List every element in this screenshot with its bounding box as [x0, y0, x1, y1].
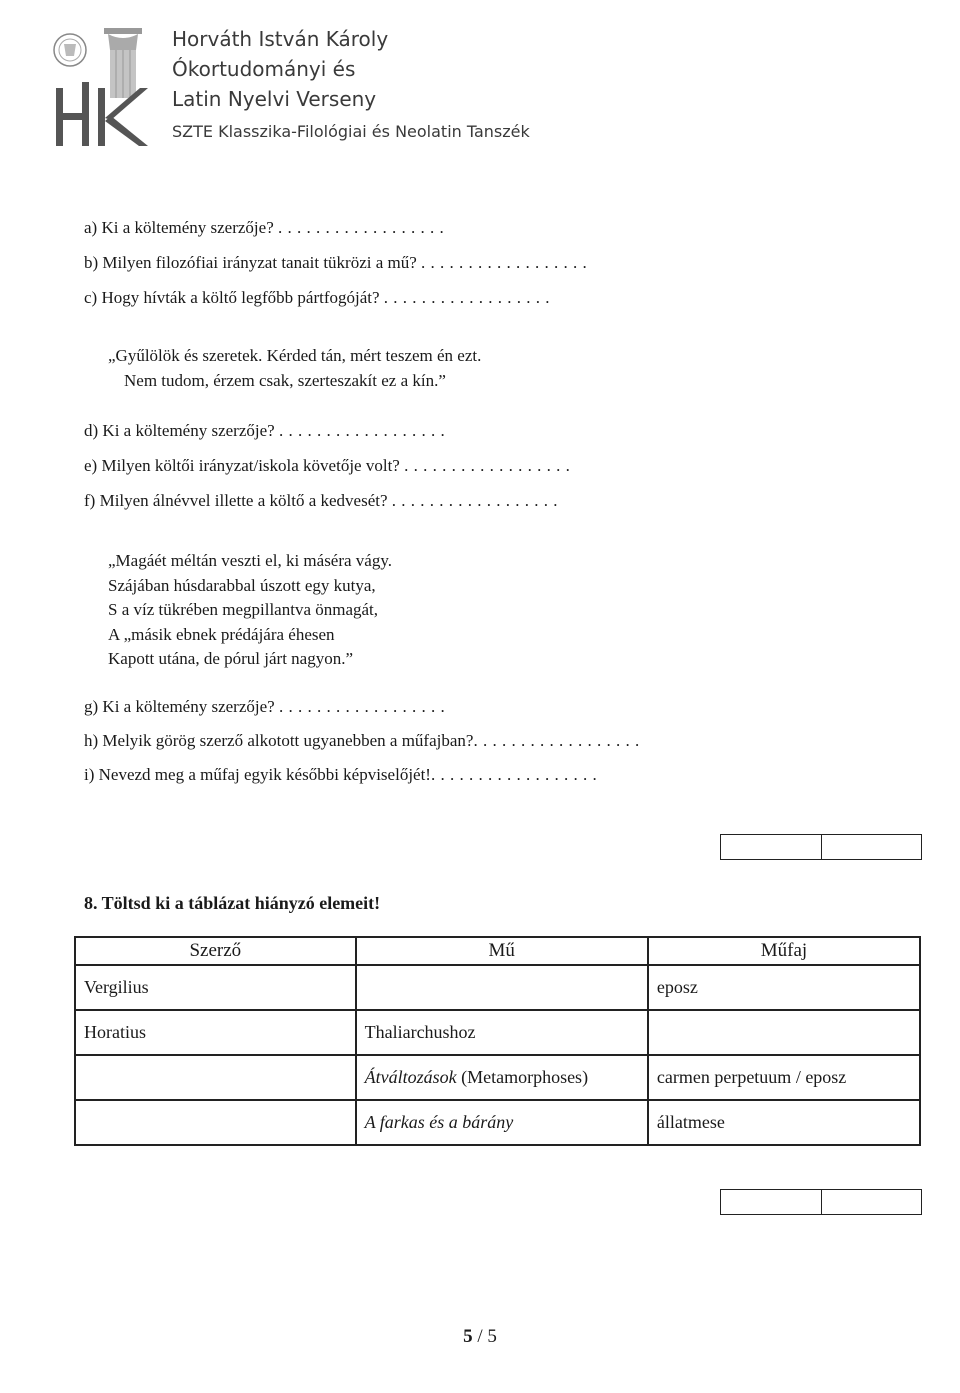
- cell-author: Vergilius: [75, 965, 356, 1010]
- question-h: [84, 731, 640, 751]
- poem-line: „Magáét méltán veszti el, ki máséra vágy.: [108, 551, 393, 570]
- answer-dots: . . . . . . . . . . . . . . . . . .: [278, 218, 445, 237]
- question-f: [84, 491, 558, 511]
- header-work: Mű: [356, 937, 648, 965]
- cell-genre: állatmese: [648, 1100, 920, 1145]
- competition-logo: [48, 20, 158, 148]
- work-title: A farkas és a bárány: [364, 1112, 514, 1132]
- cell-genre: carmen perpetuum / eposz: [648, 1055, 920, 1100]
- table-header-row: [75, 937, 920, 965]
- page-header: [48, 20, 648, 150]
- question-e: [84, 456, 570, 476]
- cell-work: [356, 1100, 648, 1145]
- question-c-text: c) Hogy hívták a költő legfőbb pártfogóját?: [84, 288, 380, 307]
- question-b-text: b) Milyen filozófiai irányzat tanait tükrözi a mű?: [84, 253, 417, 272]
- poem-line: Szájában húsdarabbal úszott egy kutya,: [108, 575, 376, 595]
- table-row: [75, 1055, 920, 1100]
- brand-line-1: Horváth István Károly: [172, 27, 389, 51]
- cell-genre: eposz: [648, 965, 920, 1010]
- brand-line-3: Latin Nyelvi Verseny: [172, 87, 377, 111]
- header-genre: Műfaj: [648, 937, 920, 965]
- cell-genre-blank[interactable]: [648, 1010, 920, 1055]
- answer-dots: . . . . . . . . . . . . . . . . . .: [278, 697, 446, 716]
- question-a-text: a) Ki a költemény szerzője?: [84, 218, 274, 237]
- question-b: [84, 253, 587, 273]
- question-g: [84, 697, 445, 717]
- score-cell-points[interactable]: [721, 1190, 821, 1214]
- brand-text: [172, 24, 530, 141]
- question-g-text: g) Ki a költemény szerzője?: [84, 697, 275, 716]
- table-row: [75, 1010, 920, 1055]
- fill-in-table: [74, 936, 921, 1146]
- question-i-text: i) Nevezd meg a műfaj egyik későbbi képviselőjét!: [84, 765, 431, 784]
- score-cell-points[interactable]: [721, 835, 821, 859]
- poem-1: [108, 344, 481, 393]
- score-cell-max[interactable]: [821, 835, 922, 859]
- page-total: / 5: [477, 1326, 497, 1347]
- question-i: [84, 765, 597, 785]
- question-f-text: f) Milyen álnévvel illette a költő a kedvesét?: [84, 491, 388, 510]
- header-author: Szerző: [75, 937, 356, 965]
- cell-work-blank[interactable]: [356, 965, 648, 1010]
- question-d-text: d) Ki a költemény szerzője?: [84, 421, 275, 440]
- table-row: [75, 965, 920, 1010]
- question-e-text: e) Milyen költői irányzat/iskola követője volt?: [84, 456, 400, 475]
- cell-author: Horatius: [75, 1010, 356, 1055]
- brand-line-2: Ókortudományi és: [172, 57, 356, 81]
- poem-line: A „másik ebnek prédájára éhesen: [108, 624, 335, 644]
- question-c: [84, 288, 550, 308]
- answer-dots: . . . . . . . . . . . . . . . . . .: [383, 288, 551, 307]
- question-a: [84, 218, 444, 238]
- poem-line: Nem tudom, érzem csak, szerteszakít ez a kín.”: [124, 370, 446, 390]
- score-box: [720, 1189, 922, 1215]
- institution-name: SZTE Klasszika-Filológiai és Neolatin Tanszék: [172, 122, 530, 141]
- answer-dots: . . . . . . . . . . . . . . . . . .: [430, 765, 598, 784]
- work-title: Átváltozások: [364, 1067, 457, 1087]
- score-box: [720, 834, 922, 860]
- task-8-title: 8. Töltsd ki a táblázat hiányzó elemeit!: [84, 893, 381, 913]
- answer-dots: . . . . . . . . . . . . . . . . . .: [421, 253, 588, 272]
- score-cell-max[interactable]: [821, 1190, 922, 1214]
- cell-work: [356, 1055, 648, 1100]
- page-current: 5: [463, 1326, 473, 1347]
- answer-dots: . . . . . . . . . . . . . . . . . .: [278, 421, 446, 440]
- page-number: [0, 1326, 960, 1348]
- work-title-latin: (Metamorphoses): [456, 1067, 589, 1087]
- answer-dots: . . . . . . . . . . . . . . . . . .: [473, 731, 640, 750]
- poem-line: S a víz tükrében megpillantva önmagát,: [108, 600, 379, 619]
- poem-2: [108, 549, 392, 672]
- answer-dots: . . . . . . . . . . . . . . . . . .: [404, 456, 571, 475]
- question-d: [84, 421, 445, 441]
- cell-work: Thaliarchushoz: [356, 1010, 648, 1055]
- answer-dots: . . . . . . . . . . . . . . . . . .: [391, 491, 559, 510]
- poem-line: Kapott utána, de pórul járt nagyon.”: [108, 649, 354, 668]
- cell-author-blank[interactable]: [75, 1055, 356, 1100]
- cell-author-blank[interactable]: [75, 1100, 356, 1145]
- poem-line: „Gyűlölök és szeretek. Kérded tán, mért teszem én ezt.: [108, 346, 482, 365]
- table-row: [75, 1100, 920, 1145]
- question-h-text: h) Melyik görög szerző alkotott ugyanebben a műfajban?: [84, 731, 474, 750]
